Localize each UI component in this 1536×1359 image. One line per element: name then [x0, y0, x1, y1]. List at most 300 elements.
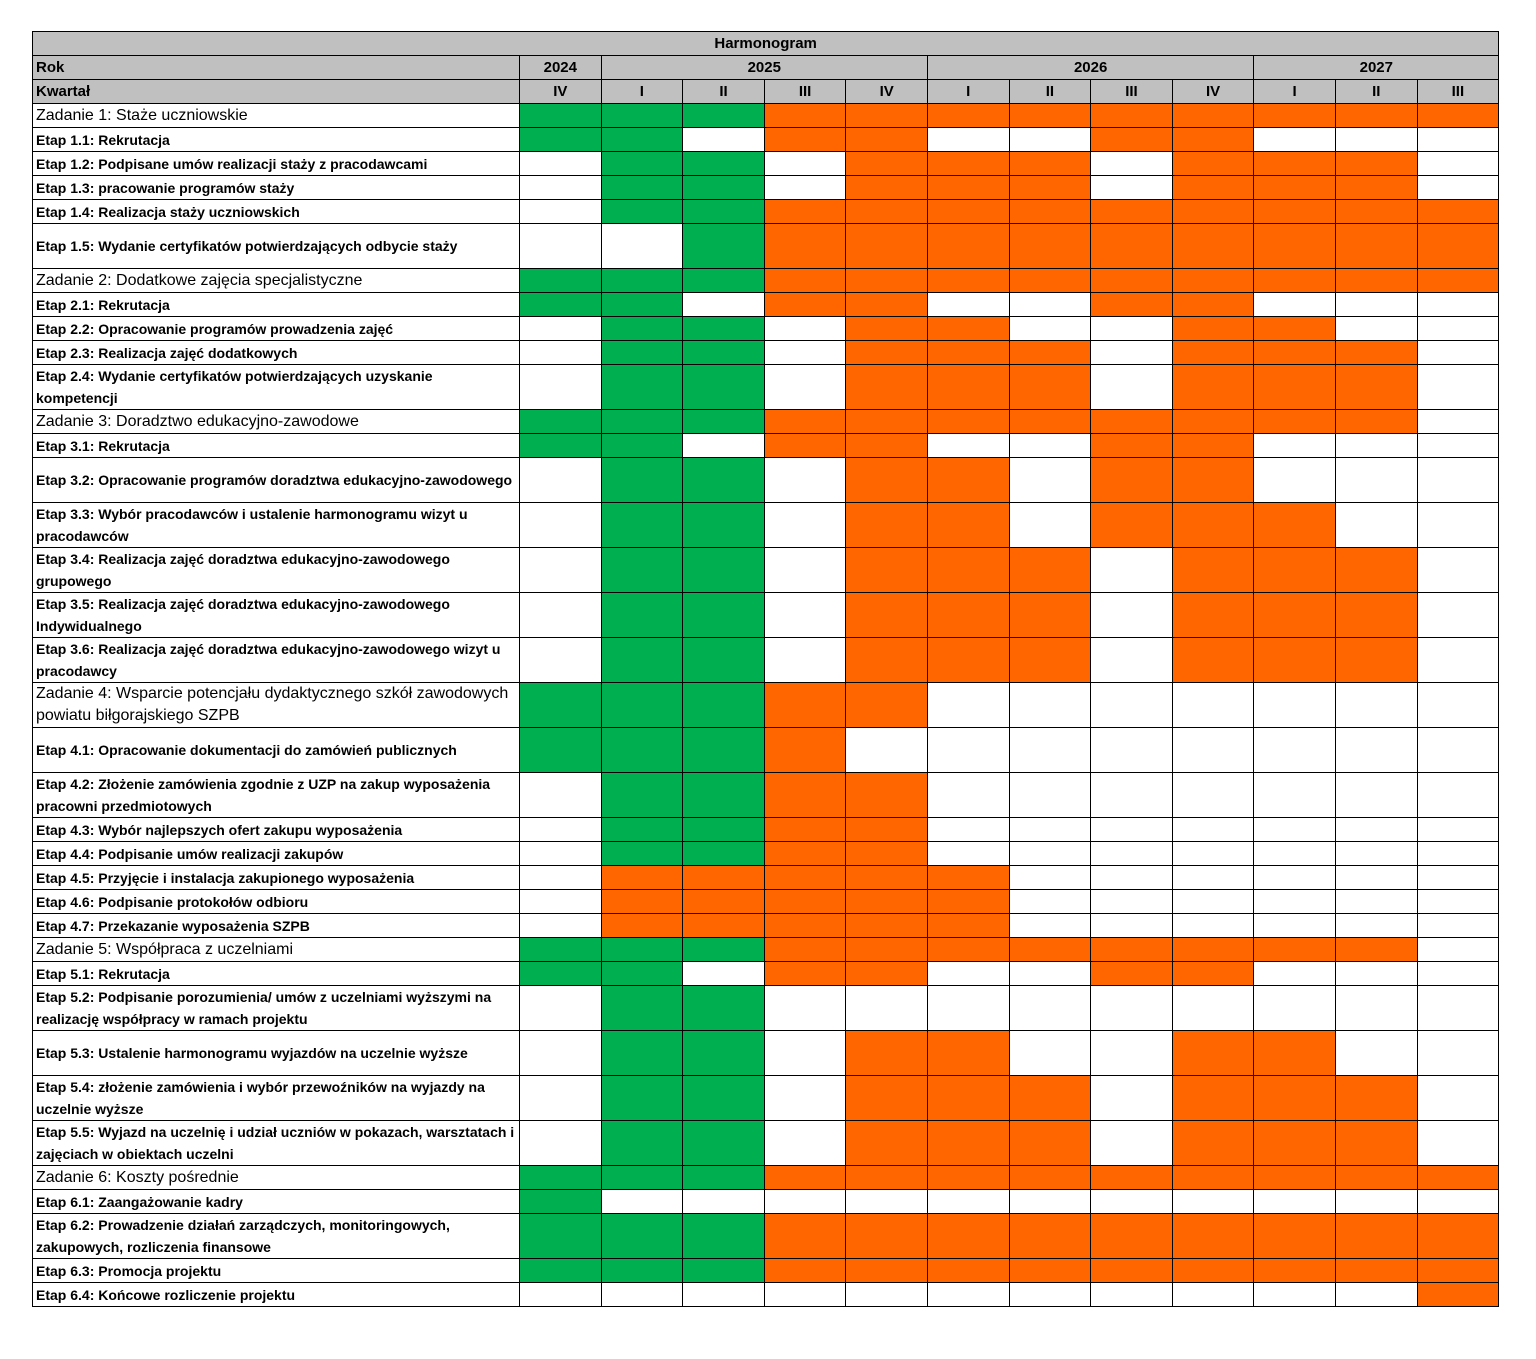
schedule-cell-empty — [1172, 683, 1254, 728]
schedule-cell-empty — [927, 986, 1009, 1031]
step-label: Etap 3.3: Wybór pracodawców i ustalenie harmonogramu wizyt u pracodawców — [33, 503, 520, 548]
schedule-cell-orange — [764, 1214, 846, 1259]
schedule-cell-orange — [1417, 1166, 1499, 1190]
schedule-cell-orange — [846, 104, 928, 128]
schedule-cell-orange — [1172, 365, 1254, 410]
schedule-cell-empty — [1417, 1121, 1499, 1166]
schedule-cell-empty — [520, 176, 602, 200]
schedule-cell-green — [520, 293, 602, 317]
schedule-cell-empty — [1091, 593, 1173, 638]
schedule-cell-orange — [1009, 224, 1091, 269]
schedule-cell-green — [520, 1190, 602, 1214]
schedule-cell-orange — [1254, 1214, 1336, 1259]
step-label: Etap 5.4: złożenie zamówienia i wybór przewoźników na wyjazdy na uczelnie wyższe — [33, 1076, 520, 1121]
schedule-cell-empty — [1417, 503, 1499, 548]
step-label: Etap 1.2: Podpisane umów realizacji staży z pracodawcami — [33, 152, 520, 176]
schedule-cell-green — [601, 152, 683, 176]
schedule-cell-empty — [1417, 818, 1499, 842]
task-row — [33, 269, 1499, 293]
schedule-cell-empty — [1009, 317, 1091, 341]
schedule-cell-green — [683, 410, 765, 434]
schedule-cell-empty — [520, 773, 602, 818]
schedule-cell-orange — [764, 1166, 846, 1190]
schedule-cell-empty — [1417, 176, 1499, 200]
schedule-cell-orange — [927, 269, 1009, 293]
step-row — [33, 1214, 1499, 1259]
schedule-cell-empty — [1091, 176, 1173, 200]
schedule-cell-orange — [1417, 104, 1499, 128]
schedule-cell-orange — [1091, 200, 1173, 224]
schedule-cell-orange — [1172, 1121, 1254, 1166]
schedule-cell-orange — [1009, 104, 1091, 128]
schedule-cell-empty — [1335, 1031, 1417, 1076]
schedule-cell-empty — [764, 986, 846, 1031]
schedule-cell-green — [520, 104, 602, 128]
schedule-cell-empty — [927, 962, 1009, 986]
step-label: Etap 3.4: Realizacja zajęć doradztwa edukacyjno-zawodowego grupowego — [33, 548, 520, 593]
schedule-cell-empty — [520, 1076, 602, 1121]
schedule-cell-empty — [1417, 293, 1499, 317]
schedule-cell-orange — [1417, 1214, 1499, 1259]
schedule-cell-empty — [1254, 773, 1336, 818]
schedule-cell-green — [683, 818, 765, 842]
schedule-cell-orange — [1009, 548, 1091, 593]
schedule-cell-empty — [1254, 728, 1336, 773]
schedule-cell-empty — [520, 842, 602, 866]
schedule-cell-orange — [1254, 503, 1336, 548]
schedule-cell-green — [601, 818, 683, 842]
schedule-cell-orange — [1335, 1076, 1417, 1121]
schedule-cell-green — [683, 365, 765, 410]
schedule-cell-empty — [1009, 1283, 1091, 1307]
schedule-cell-empty — [601, 224, 683, 269]
schedule-cell-empty — [764, 1031, 846, 1076]
schedule-cell-orange — [927, 365, 1009, 410]
schedule-cell-orange — [1335, 269, 1417, 293]
schedule-cell-empty — [764, 1076, 846, 1121]
schedule-cell-orange — [846, 341, 928, 365]
step-label: Etap 5.3: Ustalenie harmonogramu wyjazdów na uczelnie wyższe — [33, 1031, 520, 1076]
schedule-cell-empty — [1417, 914, 1499, 938]
schedule-cell-empty — [764, 458, 846, 503]
schedule-cell-empty — [1009, 818, 1091, 842]
schedule-cell-orange — [846, 269, 928, 293]
step-label: Etap 4.3: Wybór najlepszych ofert zakupu wyposażenia — [33, 818, 520, 842]
schedule-cell-orange — [1091, 269, 1173, 293]
step-label: Etap 6.2: Prowadzenie działań zarządczych, monitoringowych, zakupowych, rozliczenia finansowe — [33, 1214, 520, 1259]
schedule-cell-orange — [1335, 1166, 1417, 1190]
step-label: Etap 3.6: Realizacja zajęć doradztwa edukacyjno-zawodowego wizyt u pracodawcy — [33, 638, 520, 683]
schedule-cell-green — [683, 938, 765, 962]
schedule-cell-green — [601, 1259, 683, 1283]
schedule-cell-orange — [846, 638, 928, 683]
schedule-cell-empty — [1091, 986, 1173, 1031]
schedule-cell-orange — [1009, 593, 1091, 638]
schedule-cell-green — [601, 773, 683, 818]
schedule-cell-orange — [1172, 410, 1254, 434]
schedule-cell-orange — [764, 410, 846, 434]
schedule-cell-orange — [927, 1076, 1009, 1121]
schedule-cell-empty — [1091, 773, 1173, 818]
schedule-cell-orange — [927, 1121, 1009, 1166]
schedule-cell-empty — [1009, 458, 1091, 503]
schedule-cell-empty — [1009, 866, 1091, 890]
step-row — [33, 1259, 1499, 1283]
schedule-cell-green — [683, 773, 765, 818]
schedule-cell-empty — [846, 1283, 928, 1307]
schedule-cell-orange — [1091, 104, 1173, 128]
schedule-cell-orange — [764, 269, 846, 293]
schedule-cell-empty — [1009, 962, 1091, 986]
schedule-cell-empty — [1091, 914, 1173, 938]
schedule-cell-orange — [764, 773, 846, 818]
schedule-cell-empty — [1091, 890, 1173, 914]
schedule-cell-orange — [846, 890, 928, 914]
schedule-cell-empty — [520, 341, 602, 365]
schedule-cell-green — [683, 1166, 765, 1190]
step-label: Etap 2.4: Wydanie certyfikatów potwierdzających uzyskanie kompetencji — [33, 365, 520, 410]
schedule-cell-empty — [1172, 773, 1254, 818]
step-row — [33, 1031, 1499, 1076]
schedule-cell-empty — [1172, 914, 1254, 938]
schedule-cell-green — [683, 1259, 765, 1283]
schedule-cell-orange — [1091, 410, 1173, 434]
schedule-cell-orange — [764, 200, 846, 224]
schedule-cell-orange — [1335, 1214, 1417, 1259]
schedule-cell-empty — [1091, 842, 1173, 866]
step-row — [33, 200, 1499, 224]
schedule-cell-orange — [764, 938, 846, 962]
schedule-cell-green — [601, 458, 683, 503]
schedule-cell-green — [601, 176, 683, 200]
quarter-header: III — [1417, 80, 1499, 104]
schedule-cell-orange — [1009, 938, 1091, 962]
schedule-cell-orange — [1172, 593, 1254, 638]
step-row — [33, 1121, 1499, 1166]
schedule-cell-orange — [1091, 503, 1173, 548]
schedule-cell-orange — [846, 200, 928, 224]
step-row — [33, 866, 1499, 890]
schedule-cell-empty — [1009, 842, 1091, 866]
schedule-cell-empty — [846, 986, 928, 1031]
step-row — [33, 365, 1499, 410]
schedule-cell-orange — [764, 914, 846, 938]
schedule-cell-orange — [764, 866, 846, 890]
schedule-cell-green — [683, 1121, 765, 1166]
schedule-cell-empty — [846, 728, 928, 773]
schedule-cell-orange — [1091, 1259, 1173, 1283]
schedule-cell-orange — [1172, 458, 1254, 503]
schedule-cell-green — [683, 152, 765, 176]
schedule-cell-green — [683, 269, 765, 293]
schedule-cell-empty — [683, 128, 765, 152]
schedule-cell-orange — [1417, 1259, 1499, 1283]
schedule-cell-orange — [1254, 317, 1336, 341]
schedule-cell-green — [601, 593, 683, 638]
schedule-cell-green — [601, 986, 683, 1031]
step-row — [33, 128, 1499, 152]
schedule-cell-green — [683, 176, 765, 200]
schedule-cell-empty — [927, 683, 1009, 728]
schedule-cell-empty — [1091, 317, 1173, 341]
step-label: Etap 3.1: Rekrutacja — [33, 434, 520, 458]
schedule-cell-orange — [1335, 593, 1417, 638]
schedule-cell-green — [520, 128, 602, 152]
schedule-cell-orange — [927, 224, 1009, 269]
schedule-cell-orange — [846, 410, 928, 434]
task-label: Zadanie 3: Doradztwo edukacyjno-zawodowe — [33, 410, 520, 434]
schedule-cell-empty — [520, 152, 602, 176]
schedule-cell-green — [520, 410, 602, 434]
schedule-cell-orange — [927, 890, 1009, 914]
schedule-cell-empty — [927, 728, 1009, 773]
step-row — [33, 842, 1499, 866]
schedule-cell-orange — [1254, 224, 1336, 269]
schedule-cell-empty — [520, 593, 602, 638]
schedule-cell-empty — [927, 773, 1009, 818]
schedule-cell-empty — [1172, 1283, 1254, 1307]
schedule-cell-empty — [1335, 962, 1417, 986]
schedule-cell-orange — [683, 890, 765, 914]
schedule-cell-empty — [1417, 986, 1499, 1031]
schedule-cell-orange — [846, 128, 928, 152]
schedule-cell-orange — [1009, 176, 1091, 200]
year-header-label: Rok — [33, 56, 520, 80]
step-label: Etap 4.6: Podpisanie protokołów odbioru — [33, 890, 520, 914]
schedule-cell-orange — [1009, 1259, 1091, 1283]
step-label: Etap 4.2: Złożenie zamówienia zgodnie z UZP na zakup wyposażenia pracowni przedmiotowych — [33, 773, 520, 818]
schedule-cell-orange — [1091, 224, 1173, 269]
schedule-cell-orange — [1091, 938, 1173, 962]
schedule-cell-empty — [1009, 1190, 1091, 1214]
schedule-cell-orange — [1254, 341, 1336, 365]
schedule-cell-green — [520, 683, 602, 728]
schedule-cell-orange — [1091, 434, 1173, 458]
schedule-cell-empty — [1009, 890, 1091, 914]
schedule-cell-empty — [1417, 773, 1499, 818]
quarter-header: IV — [846, 80, 928, 104]
schedule-cell-empty — [520, 458, 602, 503]
schedule-cell-empty — [1009, 683, 1091, 728]
schedule-cell-empty — [1335, 683, 1417, 728]
schedule-cell-empty — [1091, 1121, 1173, 1166]
schedule-cell-empty — [1091, 548, 1173, 593]
schedule-cell-orange — [846, 773, 928, 818]
schedule-cell-empty — [927, 842, 1009, 866]
schedule-cell-orange — [1009, 152, 1091, 176]
schedule-cell-empty — [1335, 818, 1417, 842]
harmonogram-table — [32, 31, 1499, 1307]
schedule-cell-orange — [927, 914, 1009, 938]
schedule-cell-orange — [1254, 1166, 1336, 1190]
schedule-cell-empty — [1417, 434, 1499, 458]
schedule-cell-orange — [1172, 317, 1254, 341]
schedule-cell-orange — [1172, 938, 1254, 962]
quarter-header: III — [1091, 80, 1173, 104]
schedule-cell-orange — [1254, 1259, 1336, 1283]
step-label: Etap 4.1: Opracowanie dokumentacji do zamówień publicznych — [33, 728, 520, 773]
schedule-cell-orange — [846, 503, 928, 548]
schedule-cell-orange — [927, 1214, 1009, 1259]
schedule-cell-empty — [1091, 341, 1173, 365]
schedule-cell-green — [601, 962, 683, 986]
schedule-cell-orange — [764, 128, 846, 152]
schedule-cell-green — [683, 1076, 765, 1121]
schedule-cell-empty — [1417, 458, 1499, 503]
step-row — [33, 818, 1499, 842]
schedule-cell-orange — [927, 410, 1009, 434]
schedule-cell-empty — [520, 866, 602, 890]
quarter-header: II — [683, 80, 765, 104]
schedule-cell-empty — [1417, 890, 1499, 914]
schedule-cell-orange — [846, 152, 928, 176]
schedule-cell-orange — [927, 1166, 1009, 1190]
schedule-cell-orange — [846, 938, 928, 962]
schedule-cell-orange — [1254, 1121, 1336, 1166]
quarter-header-label: Kwartał — [33, 80, 520, 104]
schedule-cell-green — [683, 728, 765, 773]
schedule-cell-orange — [1172, 434, 1254, 458]
step-label: Etap 2.1: Rekrutacja — [33, 293, 520, 317]
schedule-cell-orange — [1335, 938, 1417, 962]
schedule-cell-orange — [683, 914, 765, 938]
step-row — [33, 152, 1499, 176]
schedule-cell-orange — [1417, 224, 1499, 269]
schedule-cell-green — [601, 638, 683, 683]
quarter-header: II — [1335, 80, 1417, 104]
schedule-cell-empty — [1417, 842, 1499, 866]
quarter-header: IV — [1172, 80, 1254, 104]
schedule-cell-empty — [1335, 293, 1417, 317]
task-row — [33, 938, 1499, 962]
schedule-cell-empty — [520, 365, 602, 410]
schedule-cell-green — [601, 938, 683, 962]
schedule-cell-empty — [1009, 773, 1091, 818]
schedule-cell-orange — [1172, 176, 1254, 200]
schedule-cell-green — [601, 728, 683, 773]
schedule-cell-empty — [1417, 866, 1499, 890]
schedule-cell-empty — [764, 365, 846, 410]
schedule-cell-green — [601, 842, 683, 866]
schedule-cell-orange — [1172, 200, 1254, 224]
step-row — [33, 176, 1499, 200]
schedule-cell-empty — [1172, 890, 1254, 914]
schedule-cell-empty — [1009, 503, 1091, 548]
schedule-cell-orange — [1335, 1121, 1417, 1166]
schedule-cell-empty — [764, 1283, 846, 1307]
schedule-cell-orange — [846, 683, 928, 728]
schedule-cell-orange — [1254, 365, 1336, 410]
schedule-cell-orange — [1172, 1214, 1254, 1259]
schedule-cell-orange — [927, 458, 1009, 503]
schedule-cell-orange — [846, 866, 928, 890]
schedule-cell-orange — [927, 638, 1009, 683]
step-label: Etap 2.3: Realizacja zajęć dodatkowych — [33, 341, 520, 365]
schedule-cell-empty — [1335, 773, 1417, 818]
schedule-cell-empty — [520, 986, 602, 1031]
task-label: Zadanie 2: Dodatkowe zajęcia specjalistyczne — [33, 269, 520, 293]
step-label: Etap 1.1: Rekrutacja — [33, 128, 520, 152]
schedule-cell-empty — [520, 638, 602, 683]
step-row — [33, 1283, 1499, 1307]
quarter-header: IV — [520, 80, 602, 104]
schedule-cell-orange — [846, 842, 928, 866]
schedule-cell-green — [683, 1214, 765, 1259]
table-title: Harmonogram — [33, 32, 1499, 56]
schedule-cell-empty — [520, 548, 602, 593]
year-header-2024: 2024 — [520, 56, 602, 80]
schedule-cell-empty — [520, 890, 602, 914]
schedule-cell-green — [601, 683, 683, 728]
schedule-cell-green — [601, 548, 683, 593]
schedule-cell-empty — [1417, 548, 1499, 593]
schedule-cell-empty — [520, 503, 602, 548]
task-label: Zadanie 5: Współpraca z uczelniami — [33, 938, 520, 962]
step-row — [33, 317, 1499, 341]
schedule-cell-orange — [1009, 1121, 1091, 1166]
schedule-cell-empty — [846, 1190, 928, 1214]
schedule-cell-empty — [1254, 962, 1336, 986]
task-row — [33, 410, 1499, 434]
schedule-cell-orange — [927, 1031, 1009, 1076]
schedule-cell-green — [601, 503, 683, 548]
schedule-cell-empty — [927, 818, 1009, 842]
schedule-cell-green — [683, 683, 765, 728]
year-header-2027: 2027 — [1254, 56, 1499, 80]
schedule-cell-empty — [1417, 1031, 1499, 1076]
step-row — [33, 728, 1499, 773]
schedule-cell-orange — [927, 176, 1009, 200]
schedule-cell-orange — [764, 962, 846, 986]
step-label: Etap 4.4: Podpisanie umów realizacji zakupów — [33, 842, 520, 866]
schedule-cell-orange — [927, 593, 1009, 638]
schedule-cell-empty — [1335, 866, 1417, 890]
schedule-cell-empty — [1335, 986, 1417, 1031]
schedule-cell-orange — [927, 1259, 1009, 1283]
task-row — [33, 104, 1499, 128]
schedule-cell-empty — [1091, 728, 1173, 773]
schedule-cell-orange — [601, 914, 683, 938]
schedule-cell-empty — [1335, 1190, 1417, 1214]
schedule-cell-orange — [846, 176, 928, 200]
schedule-cell-orange — [1009, 365, 1091, 410]
quarter-header: I — [927, 80, 1009, 104]
schedule-cell-orange — [846, 1214, 928, 1259]
task-label: Zadanie 1: Staże uczniowskie — [33, 104, 520, 128]
schedule-cell-orange — [764, 434, 846, 458]
schedule-cell-empty — [764, 548, 846, 593]
schedule-cell-empty — [1335, 503, 1417, 548]
schedule-cell-orange — [1172, 293, 1254, 317]
schedule-cell-green — [683, 317, 765, 341]
schedule-cell-empty — [1254, 683, 1336, 728]
quarter-header: III — [764, 80, 846, 104]
schedule-cell-green — [683, 548, 765, 593]
schedule-cell-green — [683, 593, 765, 638]
schedule-cell-green — [520, 962, 602, 986]
schedule-cell-orange — [927, 104, 1009, 128]
schedule-cell-orange — [1172, 152, 1254, 176]
schedule-cell-green — [683, 104, 765, 128]
schedule-cell-orange — [846, 548, 928, 593]
schedule-cell-empty — [1335, 728, 1417, 773]
schedule-cell-orange — [1009, 638, 1091, 683]
step-label: Etap 1.3: pracowanie programów staży — [33, 176, 520, 200]
schedule-cell-orange — [846, 1166, 928, 1190]
schedule-cell-empty — [1172, 986, 1254, 1031]
schedule-cell-orange — [1009, 200, 1091, 224]
schedule-cell-green — [601, 1121, 683, 1166]
